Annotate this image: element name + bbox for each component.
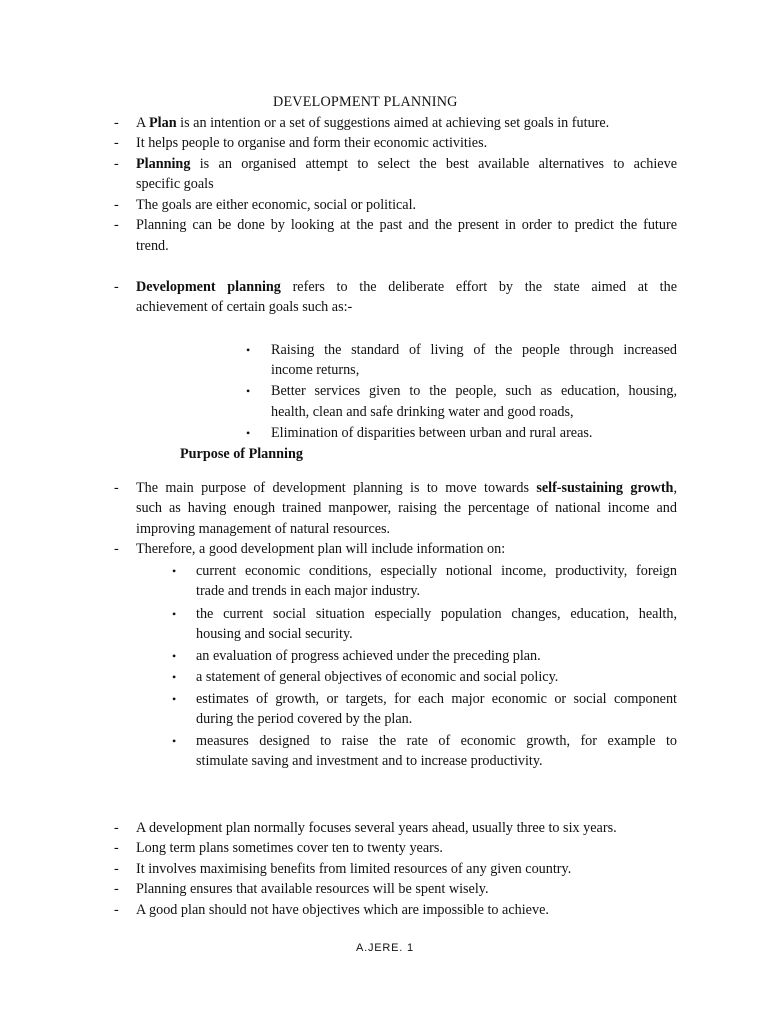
plan-info-text-continued: housing and social security. [196,626,353,642]
goal-text-continued: health, clean and safe drinking water and good roads, [271,404,574,420]
purpose-text: Therefore, a good development plan will include information on: [136,541,506,557]
purpose-text-continued: such as having enough trained manpower, raising the percentage of national income and [136,500,677,516]
purpose-text [136,478,677,499]
text-run: refers to the deliberate effort by the state aimed at the [280,279,677,295]
bullet-marker: • [246,343,251,357]
bold-term: self-sustaining growth [536,480,674,496]
dash-marker: - [114,480,119,496]
bold-term: Plan [149,115,177,131]
intro-text-continued: trend. [136,238,169,254]
plan-info-text: an evaluation of progress achieved under the preceding plan. [196,648,541,664]
dash-marker: - [114,861,119,877]
plan-info-text-continued: trade and trends in each major industry. [196,583,421,599]
intro-text [136,154,677,175]
closing-text: It involves maximising benefits from limited resources of any given country. [136,861,572,877]
page-footer: A.JERE. 1 [356,942,414,954]
dash-marker: - [114,279,119,295]
dash-marker: - [114,115,119,131]
intro-text [136,277,677,298]
text-run: is an organised attempt to select the best available alternatives to achieve [190,156,677,172]
intro-text: Planning can be done by looking at the past and the present in order to predict the future [136,217,677,233]
text-run: The main purpose of development planning is to move towards [136,480,537,496]
bold-term: Planning [136,156,191,172]
purpose-heading: Purpose of Planning [180,446,303,462]
plan-info-text-continued: stimulate saving and investment and to increase productivity. [196,753,543,769]
bullet-marker: • [172,734,177,748]
page-title: DEVELOPMENT PLANNING [273,94,458,110]
text-run: , [673,480,677,496]
goal-text: Elimination of disparities between urban and rural areas. [271,425,593,441]
goal-text: Better services given to the people, such as education, housing, [271,383,677,399]
text-run: A [136,115,150,131]
plan-info-text: a statement of general objectives of economic and social policy. [196,669,559,685]
intro-text-continued: specific goals [136,176,214,192]
bold-term: Development planning [136,279,281,295]
closing-text: A development plan normally focuses several years ahead, usually three to six years. [136,820,617,836]
intro-text-continued: achievement of certain goals such as:- [136,299,353,315]
dash-marker: - [114,881,119,897]
bullet-marker: • [172,564,177,578]
intro-text: The goals are either economic, social or political. [136,197,417,213]
bullet-marker: • [246,426,251,440]
text-run: is an intention or a set of suggestions aimed at achieving set goals in future. [176,115,610,131]
dash-marker: - [114,820,119,836]
closing-text: A good plan should not have objectives which are impossible to achieve. [136,902,549,918]
dash-marker: - [114,840,119,856]
dash-marker: - [114,135,119,151]
dash-marker: - [114,156,119,172]
dash-marker: - [114,902,119,918]
plan-info-text: the current social situation especially population changes, education, health, [196,606,677,622]
intro-text [136,113,609,134]
goal-text-continued: income returns, [271,362,360,378]
dash-marker: - [114,217,119,233]
plan-info-text: estimates of growth, or targets, for each major economic or social component [196,691,677,707]
bullet-marker: • [172,607,177,621]
plan-info-text: measures designed to raise the rate of economic growth, for example to [196,733,677,749]
dash-marker: - [114,541,119,557]
bullet-marker: • [172,649,177,663]
plan-info-text-continued: during the period covered by the plan. [196,711,413,727]
goal-text: Raising the standard of living of the people through increased [271,342,677,358]
plan-info-text: current economic conditions, especially notional income, productivity, foreign [196,563,677,579]
purpose-text-continued: improving management of natural resources. [136,521,391,537]
bullet-marker: • [246,384,251,398]
bullet-marker: • [172,670,177,684]
closing-text: Planning ensures that available resources will be spent wisely. [136,881,489,897]
dash-marker: - [114,197,119,213]
closing-text: Long term plans sometimes cover ten to twenty years. [136,840,443,856]
bullet-marker: • [172,692,177,706]
intro-text: It helps people to organise and form their economic activities. [136,135,488,151]
